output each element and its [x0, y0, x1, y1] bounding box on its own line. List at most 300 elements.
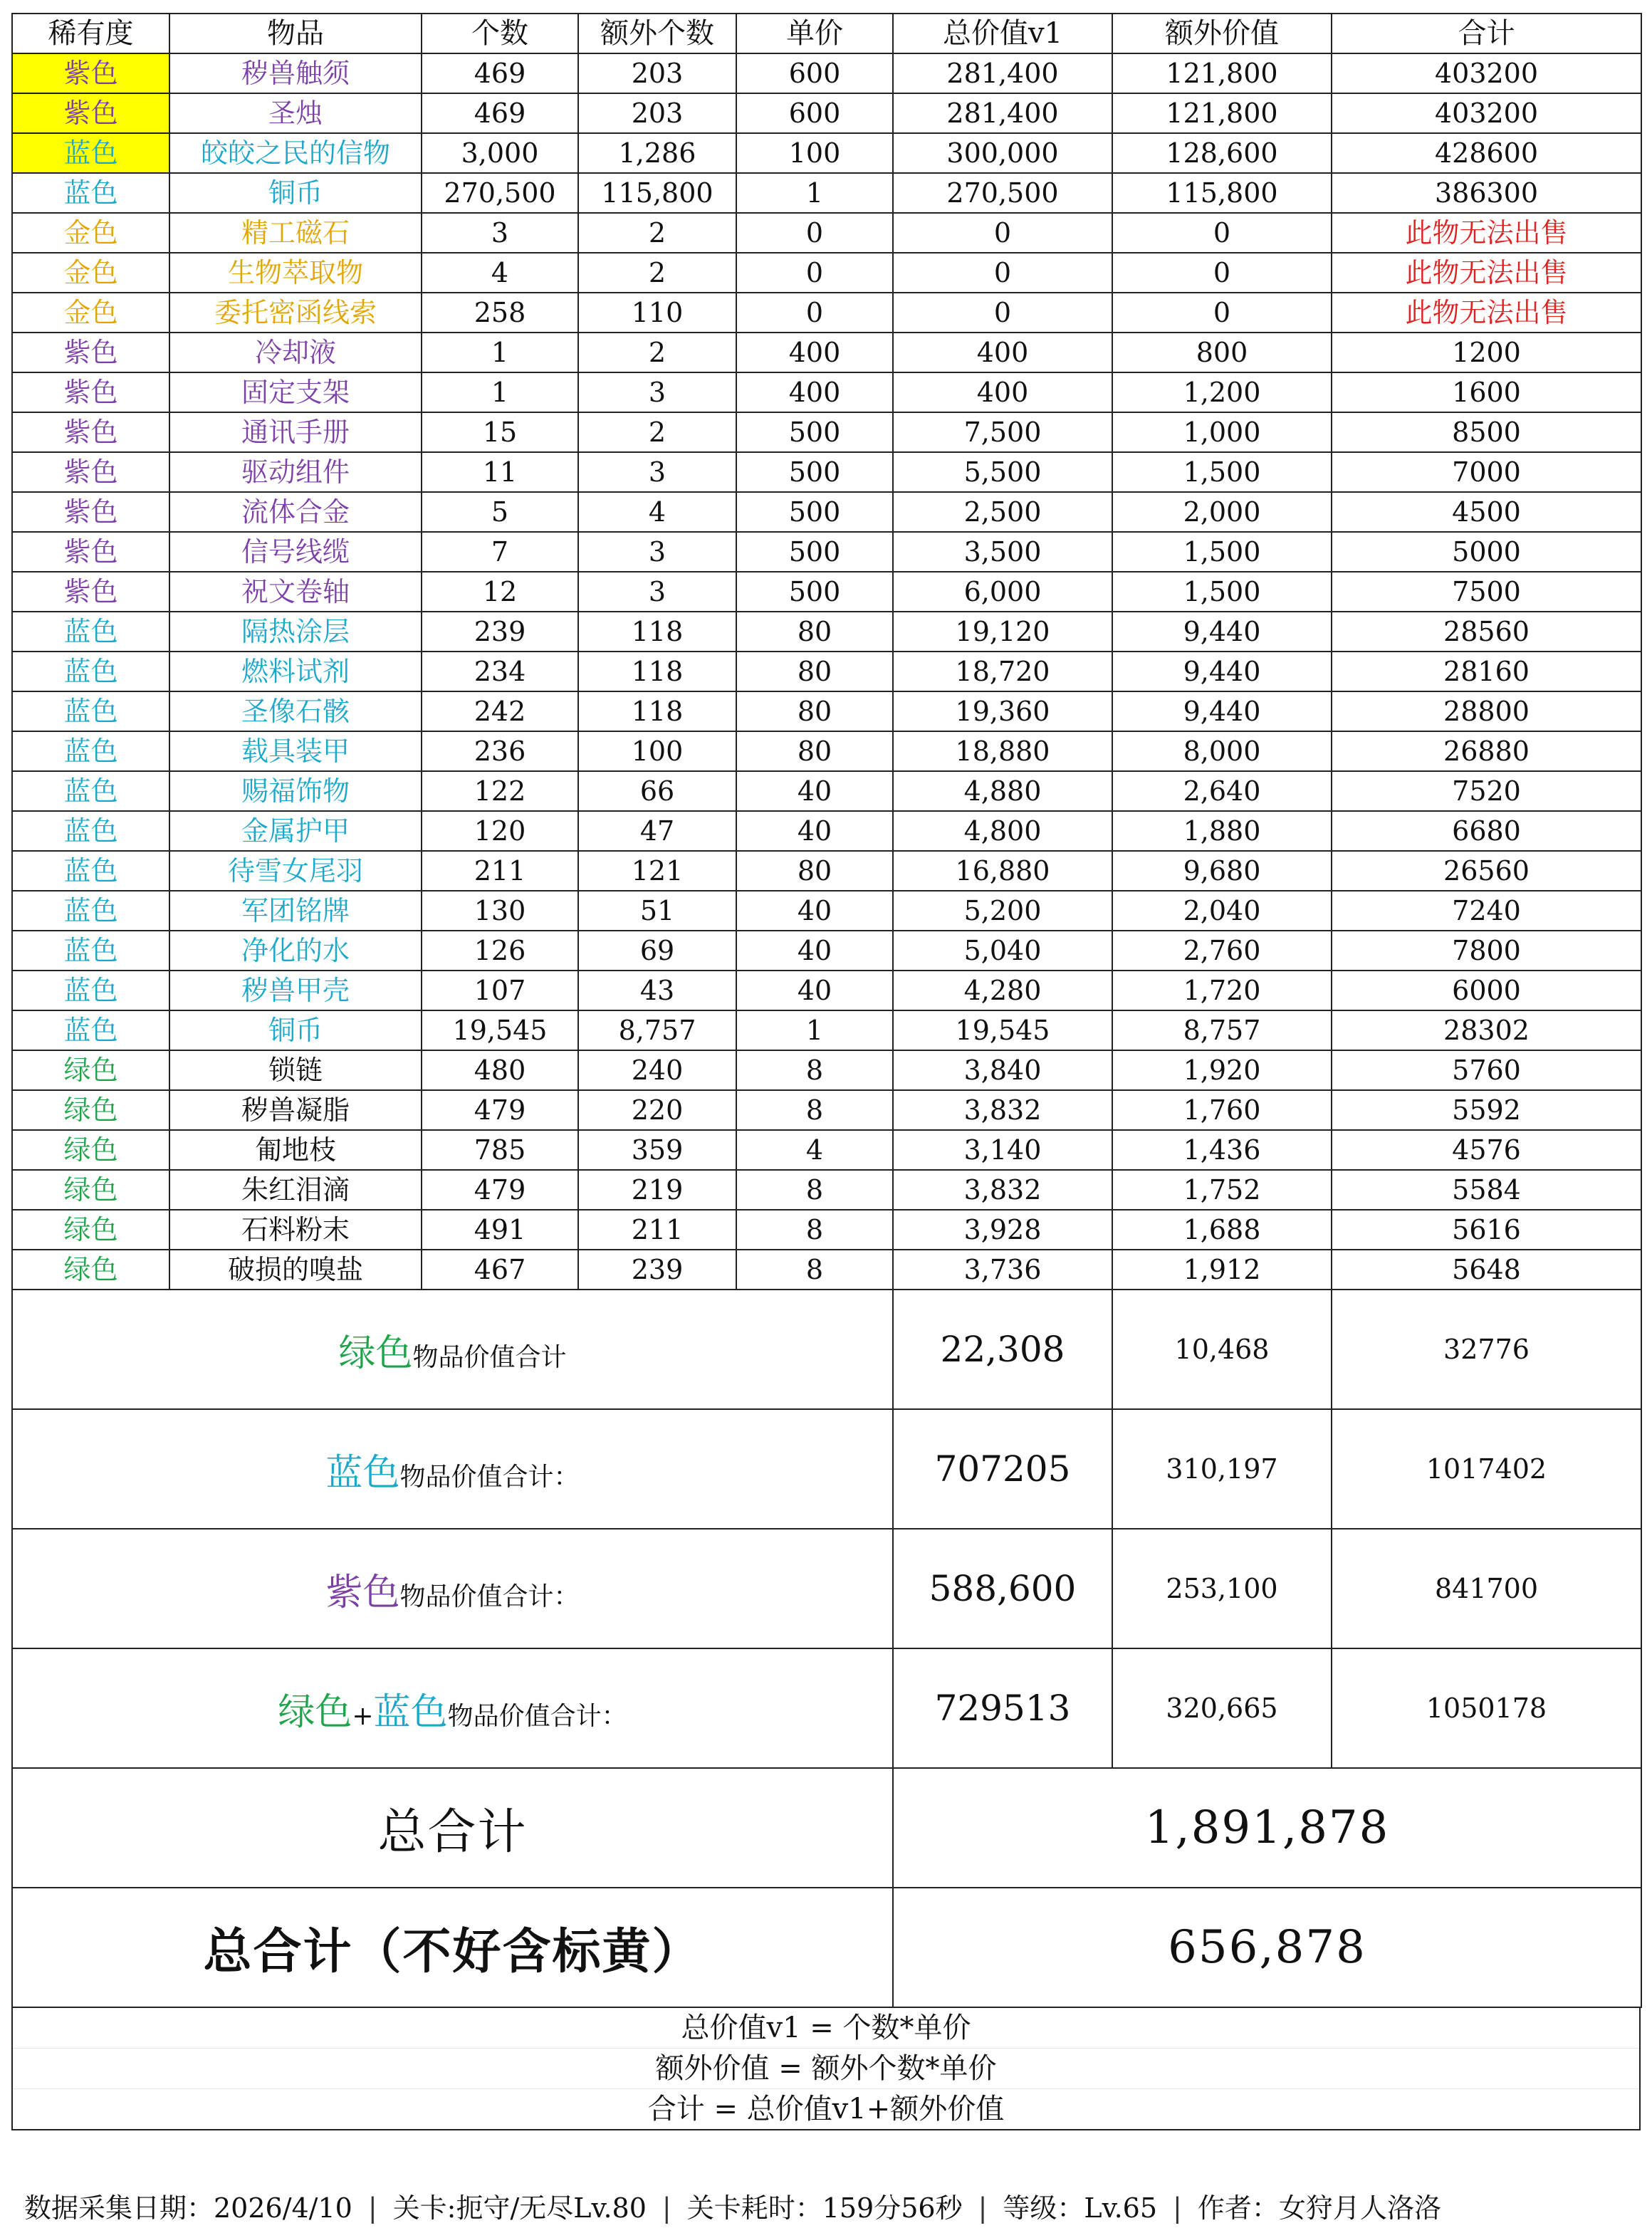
grand-total-excl-value: 656,878 — [893, 1888, 1641, 2007]
count-cell: 120 — [422, 811, 578, 851]
player-level: 等级：Lv.65 — [1003, 2192, 1158, 2224]
value-v1-cell: 281,400 — [893, 93, 1112, 133]
loot-sheet — [11, 13, 1641, 2130]
item-row — [12, 851, 1641, 891]
item-row — [12, 372, 1641, 412]
unit-price-cell: 500 — [736, 532, 893, 572]
summary-suffix: 物品价值合计： — [447, 1701, 627, 1731]
item-name-cell: 净化的水 — [169, 931, 422, 971]
item-name-cell: 皎皎之民的信物 — [169, 133, 422, 173]
rarity-cell: 蓝色 — [12, 133, 169, 173]
extra-value-cell: 1,912 — [1112, 1250, 1332, 1290]
count-cell: 211 — [422, 851, 578, 891]
unit-price-cell: 80 — [736, 652, 893, 691]
item-row — [12, 253, 1641, 293]
unit-price-cell: 40 — [736, 931, 893, 971]
extra-count-cell: 3 — [578, 452, 736, 492]
unit-price-cell: 4 — [736, 1130, 893, 1170]
value-v1-cell: 18,880 — [893, 731, 1112, 771]
item-name-cell: 圣烛 — [169, 93, 422, 133]
extra-value-cell: 0 — [1112, 253, 1332, 293]
item-row — [12, 971, 1641, 1010]
item-name-cell: 圣像石骸 — [169, 691, 422, 731]
extra-count-cell: 203 — [578, 53, 736, 93]
extra-count-cell: 100 — [578, 731, 736, 771]
total-cell: 7800 — [1332, 931, 1641, 971]
extra-value-cell: 1,720 — [1112, 971, 1332, 1010]
summary-rows — [12, 1290, 1641, 1768]
count-cell: 12 — [422, 572, 578, 612]
unit-price-cell: 8 — [736, 1210, 893, 1250]
value-v1-cell: 4,800 — [893, 811, 1112, 851]
rarity-cell: 蓝色 — [12, 1010, 169, 1050]
extra-count-cell: 220 — [578, 1090, 736, 1130]
unit-price-cell: 500 — [736, 412, 893, 452]
value-v1-cell: 6,000 — [893, 572, 1112, 612]
total-cell: 5760 — [1332, 1050, 1641, 1090]
value-v1-cell: 3,928 — [893, 1210, 1112, 1250]
extra-count-cell: 239 — [578, 1250, 736, 1290]
value-v1-cell: 281,400 — [893, 53, 1112, 93]
rarity-cell: 蓝色 — [12, 731, 169, 771]
summary-row — [12, 1529, 1641, 1648]
value-v1-cell: 0 — [893, 213, 1112, 253]
extra-count-cell: 69 — [578, 931, 736, 971]
rarity-cell: 金色 — [12, 293, 169, 333]
item-row — [12, 452, 1641, 492]
total-cell: 7500 — [1332, 572, 1641, 612]
extra-count-cell: 4 — [578, 492, 736, 532]
total-cell: 1600 — [1332, 372, 1641, 412]
item-row — [12, 1050, 1641, 1090]
total-cell: 7000 — [1332, 452, 1641, 492]
rarity-cell: 蓝色 — [12, 691, 169, 731]
item-name-cell: 石料粉末 — [169, 1210, 422, 1250]
item-name-cell: 朱红泪滴 — [169, 1170, 422, 1210]
count-cell: 480 — [422, 1050, 578, 1090]
rarity-cell: 金色 — [12, 213, 169, 253]
extra-count-cell: 115,800 — [578, 173, 736, 213]
count-cell: 491 — [422, 1210, 578, 1250]
extra-value-cell: 1,200 — [1112, 372, 1332, 412]
value-v1-cell: 18,720 — [893, 652, 1112, 691]
count-cell: 270,500 — [422, 173, 578, 213]
extra-value-cell: 9,680 — [1112, 851, 1332, 891]
col-count-header: 个数 — [422, 14, 578, 53]
item-name-cell: 赐福饰物 — [169, 771, 422, 811]
count-cell: 785 — [422, 1130, 578, 1170]
summary-row — [12, 1409, 1641, 1529]
item-row — [12, 173, 1641, 213]
extra-count-cell: 203 — [578, 93, 736, 133]
item-name-cell: 委托密函线索 — [169, 293, 422, 333]
item-name-cell: 精工磁石 — [169, 213, 422, 253]
total-cell: 28800 — [1332, 691, 1641, 731]
summary-suffix: 物品价值合计 — [412, 1342, 567, 1372]
value-v1-cell: 7,500 — [893, 412, 1112, 452]
summary-value-v1: 588,600 — [893, 1529, 1112, 1648]
stage-time: 关卡耗时：159分56秒 — [686, 2192, 963, 2224]
unit-price-cell: 500 — [736, 452, 893, 492]
value-v1-cell: 400 — [893, 333, 1112, 372]
total-cell: 4500 — [1332, 492, 1641, 532]
rarity-cell: 蓝色 — [12, 931, 169, 971]
total-cell: 428600 — [1332, 133, 1641, 173]
rarity-cell: 绿色 — [12, 1170, 169, 1210]
count-cell: 258 — [422, 293, 578, 333]
total-cell: 7240 — [1332, 891, 1641, 931]
extra-count-cell: 3 — [578, 532, 736, 572]
summary-label — [12, 1409, 893, 1529]
extra-value-cell: 1,500 — [1112, 452, 1332, 492]
extra-value-cell: 121,800 — [1112, 93, 1332, 133]
extra-value-cell: 2,040 — [1112, 891, 1332, 931]
extra-value-cell: 0 — [1112, 213, 1332, 253]
extra-value-cell: 1,500 — [1112, 532, 1332, 572]
unit-price-cell: 100 — [736, 133, 893, 173]
unit-price-cell: 40 — [736, 971, 893, 1010]
item-name-cell: 驱动组件 — [169, 452, 422, 492]
extra-count-cell: 211 — [578, 1210, 736, 1250]
extra-count-cell: 2 — [578, 333, 736, 372]
count-cell: 234 — [422, 652, 578, 691]
grand-total-excl-row — [12, 1888, 1641, 2007]
collection-date: 数据采集日期：2026/4/10 — [24, 2192, 352, 2224]
footer-info — [24, 2186, 1633, 2225]
rarity-cell: 蓝色 — [12, 612, 169, 652]
item-row — [12, 133, 1641, 173]
value-v1-cell: 3,832 — [893, 1170, 1112, 1210]
extra-count-cell: 2 — [578, 412, 736, 452]
total-cell: 5000 — [1332, 532, 1641, 572]
extra-value-cell: 1,920 — [1112, 1050, 1332, 1090]
col-item-header: 物品 — [169, 14, 422, 53]
count-cell: 479 — [422, 1170, 578, 1210]
item-row — [12, 532, 1641, 572]
total-cell: 403200 — [1332, 53, 1641, 93]
rarity-cell: 紫色 — [12, 492, 169, 532]
extra-count-cell: 51 — [578, 891, 736, 931]
summary-value-v1: 729513 — [893, 1648, 1112, 1768]
col-extra-count-header: 额外个数 — [578, 14, 736, 53]
extra-value-cell: 8,000 — [1112, 731, 1332, 771]
rarity-cell: 紫色 — [12, 572, 169, 612]
value-v1-cell: 300,000 — [893, 133, 1112, 173]
total-cell: 403200 — [1332, 93, 1641, 133]
col-unit-price-header: 单价 — [736, 14, 893, 53]
count-cell: 130 — [422, 891, 578, 931]
value-v1-cell: 16,880 — [893, 851, 1112, 891]
value-v1-cell: 0 — [893, 293, 1112, 333]
formula-line: 额外价值 = 额外个数*单价 — [12, 2049, 1640, 2089]
value-v1-cell: 400 — [893, 372, 1112, 412]
total-cell: 26880 — [1332, 731, 1641, 771]
unit-price-cell: 0 — [736, 253, 893, 293]
unit-price-cell: 500 — [736, 492, 893, 532]
extra-value-cell: 128,600 — [1112, 133, 1332, 173]
total-cell: 5592 — [1332, 1090, 1641, 1130]
value-v1-cell: 5,200 — [893, 891, 1112, 931]
item-name-cell: 铜币 — [169, 1010, 422, 1050]
summary-rarity-tag: 紫色 — [325, 1571, 400, 1614]
rarity-cell: 紫色 — [12, 532, 169, 572]
extra-value-cell: 8,757 — [1112, 1010, 1332, 1050]
formula-line: 合计 = 总价值v1+额外价值 — [12, 2089, 1640, 2130]
value-v1-cell: 3,140 — [893, 1130, 1112, 1170]
unit-price-cell: 80 — [736, 612, 893, 652]
count-cell: 107 — [422, 971, 578, 1010]
rarity-cell: 紫色 — [12, 93, 169, 133]
extra-value-cell: 9,440 — [1112, 691, 1332, 731]
item-name-cell: 信号线缆 — [169, 532, 422, 572]
summary-suffix: 物品价值合计： — [399, 1581, 580, 1611]
summary-rarity-tag: 绿色 — [338, 1332, 413, 1375]
extra-count-cell: 43 — [578, 971, 736, 1010]
item-name-cell: 通讯手册 — [169, 412, 422, 452]
loot-table — [11, 13, 1642, 2008]
item-row — [12, 1010, 1641, 1050]
stage-info: 关卡:扼守/无尽Lv.80 — [392, 2192, 647, 2224]
rarity-cell: 紫色 — [12, 372, 169, 412]
item-row — [12, 1090, 1641, 1130]
extra-count-cell: 1,286 — [578, 133, 736, 173]
item-row — [12, 811, 1641, 851]
value-v1-cell: 19,360 — [893, 691, 1112, 731]
item-row — [12, 333, 1641, 372]
count-cell: 469 — [422, 53, 578, 93]
item-row — [12, 412, 1641, 452]
item-row — [12, 1210, 1641, 1250]
summary-total: 1050178 — [1332, 1648, 1641, 1768]
extra-value-cell: 1,436 — [1112, 1130, 1332, 1170]
item-name-cell: 载具装甲 — [169, 731, 422, 771]
extra-count-cell: 2 — [578, 253, 736, 293]
item-name-cell: 生物萃取物 — [169, 253, 422, 293]
extra-value-cell: 115,800 — [1112, 173, 1332, 213]
value-v1-cell: 3,840 — [893, 1050, 1112, 1090]
unit-price-cell: 80 — [736, 851, 893, 891]
separator: | — [662, 2192, 671, 2224]
unit-price-cell: 1 — [736, 173, 893, 213]
col-total-header: 合计 — [1332, 14, 1641, 53]
count-cell: 479 — [422, 1090, 578, 1130]
value-v1-cell: 3,736 — [893, 1250, 1112, 1290]
author: 作者：女狩月人洛洛 — [1197, 2192, 1441, 2224]
item-row — [12, 612, 1641, 652]
col-extra-value-header: 额外价值 — [1112, 14, 1332, 53]
count-cell: 122 — [422, 771, 578, 811]
count-cell: 15 — [422, 412, 578, 452]
value-v1-cell: 3,500 — [893, 532, 1112, 572]
item-name-cell: 军团铭牌 — [169, 891, 422, 931]
count-cell: 7 — [422, 532, 578, 572]
summary-suffix: 物品价值合计： — [399, 1462, 580, 1492]
total-cell: 28302 — [1332, 1010, 1641, 1050]
grand-total-label: 总合计 — [12, 1768, 893, 1888]
item-name-cell: 秽兽凝脂 — [169, 1090, 422, 1130]
extra-value-cell: 121,800 — [1112, 53, 1332, 93]
rarity-cell: 蓝色 — [12, 771, 169, 811]
total-cell: 4576 — [1332, 1130, 1641, 1170]
summary-value-v1: 22,308 — [893, 1290, 1112, 1409]
total-cell: 386300 — [1332, 173, 1641, 213]
rarity-cell: 紫色 — [12, 333, 169, 372]
extra-count-cell: 118 — [578, 691, 736, 731]
total-cell: 28560 — [1332, 612, 1641, 652]
separator: | — [978, 2192, 988, 2224]
value-v1-cell: 19,545 — [893, 1010, 1112, 1050]
extra-count-cell: 110 — [578, 293, 736, 333]
item-name-cell: 隔热涂层 — [169, 612, 422, 652]
total-cell: 6680 — [1332, 811, 1641, 851]
value-v1-cell: 19,120 — [893, 612, 1112, 652]
count-cell: 469 — [422, 93, 578, 133]
count-cell: 1 — [422, 372, 578, 412]
count-cell: 1 — [422, 333, 578, 372]
header-row — [12, 14, 1641, 53]
value-v1-cell: 270,500 — [893, 173, 1112, 213]
item-name-cell: 匍地枝 — [169, 1130, 422, 1170]
grand-total-value: 1,891,878 — [893, 1768, 1641, 1888]
summary-value-v1: 707205 — [893, 1409, 1112, 1529]
item-name-cell: 固定支架 — [169, 372, 422, 412]
extra-value-cell: 2,760 — [1112, 931, 1332, 971]
count-cell: 239 — [422, 612, 578, 652]
total-cell: 此物无法出售 — [1332, 293, 1641, 333]
summary-rarity-tag: 蓝色 — [373, 1690, 448, 1734]
item-name-cell: 流体合金 — [169, 492, 422, 532]
extra-count-cell: 66 — [578, 771, 736, 811]
extra-value-cell: 1,500 — [1112, 572, 1332, 612]
rarity-cell: 绿色 — [12, 1130, 169, 1170]
total-cell: 此物无法出售 — [1332, 253, 1641, 293]
item-name-cell: 祝文卷轴 — [169, 572, 422, 612]
unit-price-cell: 600 — [736, 53, 893, 93]
item-row — [12, 213, 1641, 253]
count-cell: 5 — [422, 492, 578, 532]
total-cell: 26560 — [1332, 851, 1641, 891]
rarity-cell: 绿色 — [12, 1250, 169, 1290]
total-cell: 5584 — [1332, 1170, 1641, 1210]
total-cell: 8500 — [1332, 412, 1641, 452]
item-name-cell: 破损的嗅盐 — [169, 1250, 422, 1290]
item-name-cell: 秽兽甲壳 — [169, 971, 422, 1010]
unit-price-cell: 8 — [736, 1090, 893, 1130]
item-row — [12, 53, 1641, 93]
item-name-cell: 铜币 — [169, 173, 422, 213]
extra-value-cell: 9,440 — [1112, 652, 1332, 691]
summary-rarity-tag: 蓝色 — [325, 1451, 400, 1495]
value-v1-cell: 5,500 — [893, 452, 1112, 492]
item-row — [12, 93, 1641, 133]
unit-price-cell: 8 — [736, 1170, 893, 1210]
item-row — [12, 1130, 1641, 1170]
separator: | — [1173, 2192, 1182, 2224]
item-name-cell: 锁链 — [169, 1050, 422, 1090]
count-cell: 126 — [422, 931, 578, 971]
rarity-cell: 蓝色 — [12, 811, 169, 851]
item-name-cell: 金属护甲 — [169, 811, 422, 851]
rarity-cell: 紫色 — [12, 53, 169, 93]
extra-count-cell: 219 — [578, 1170, 736, 1210]
item-row — [12, 1170, 1641, 1210]
count-cell: 236 — [422, 731, 578, 771]
unit-price-cell: 400 — [736, 333, 893, 372]
count-cell: 242 — [422, 691, 578, 731]
unit-price-cell: 400 — [736, 372, 893, 412]
extra-count-cell: 359 — [578, 1130, 736, 1170]
total-cell: 5616 — [1332, 1210, 1641, 1250]
count-cell: 3 — [422, 213, 578, 253]
unit-price-cell: 40 — [736, 891, 893, 931]
unit-price-cell: 80 — [736, 691, 893, 731]
formula-line: 总价值v1 = 个数*单价 — [12, 2008, 1640, 2049]
col-value-v1-header: 总价值v1 — [893, 14, 1112, 53]
extra-count-cell: 8,757 — [578, 1010, 736, 1050]
rarity-cell: 紫色 — [12, 452, 169, 492]
extra-value-cell: 800 — [1112, 333, 1332, 372]
rarity-cell: 紫色 — [12, 412, 169, 452]
extra-value-cell: 1,000 — [1112, 412, 1332, 452]
summary-label — [12, 1290, 893, 1409]
extra-value-cell: 2,000 — [1112, 492, 1332, 532]
unit-price-cell: 0 — [736, 213, 893, 253]
extra-count-cell: 2 — [578, 213, 736, 253]
rarity-cell: 金色 — [12, 253, 169, 293]
extra-value-cell: 9,440 — [1112, 612, 1332, 652]
total-cell: 28160 — [1332, 652, 1641, 691]
total-cell: 此物无法出售 — [1332, 213, 1641, 253]
summary-extra-value: 320,665 — [1112, 1648, 1332, 1768]
summary-extra-value: 253,100 — [1112, 1529, 1332, 1648]
count-cell: 11 — [422, 452, 578, 492]
separator: | — [367, 2192, 377, 2224]
total-cell: 6000 — [1332, 971, 1641, 1010]
count-cell: 4 — [422, 253, 578, 293]
summary-extra-value: 10,468 — [1112, 1290, 1332, 1409]
summary-label — [12, 1648, 893, 1768]
unit-price-cell: 80 — [736, 731, 893, 771]
value-v1-cell: 0 — [893, 253, 1112, 293]
summary-total: 841700 — [1332, 1529, 1641, 1648]
extra-count-cell: 3 — [578, 572, 736, 612]
item-row — [12, 771, 1641, 811]
extra-count-cell: 3 — [578, 372, 736, 412]
extra-value-cell: 1,752 — [1112, 1170, 1332, 1210]
rarity-cell: 蓝色 — [12, 971, 169, 1010]
item-rows — [12, 53, 1641, 1290]
summary-rarity-tag: + — [352, 1701, 374, 1731]
rarity-cell: 蓝色 — [12, 173, 169, 213]
item-row — [12, 691, 1641, 731]
summary-rarity-tag: 绿色 — [278, 1690, 352, 1734]
rarity-cell: 蓝色 — [12, 652, 169, 691]
grand-totals — [12, 1768, 1641, 2007]
unit-price-cell: 0 — [736, 293, 893, 333]
summary-total: 32776 — [1332, 1290, 1641, 1409]
count-cell: 467 — [422, 1250, 578, 1290]
summary-extra-value: 310,197 — [1112, 1409, 1332, 1529]
formula-notes — [11, 2008, 1641, 2130]
item-row — [12, 492, 1641, 532]
count-cell: 19,545 — [422, 1010, 578, 1050]
extra-value-cell: 1,760 — [1112, 1090, 1332, 1130]
grand-total-row — [12, 1768, 1641, 1888]
total-cell: 1200 — [1332, 333, 1641, 372]
unit-price-cell: 1 — [736, 1010, 893, 1050]
total-cell: 7520 — [1332, 771, 1641, 811]
item-name-cell: 燃料试剂 — [169, 652, 422, 691]
